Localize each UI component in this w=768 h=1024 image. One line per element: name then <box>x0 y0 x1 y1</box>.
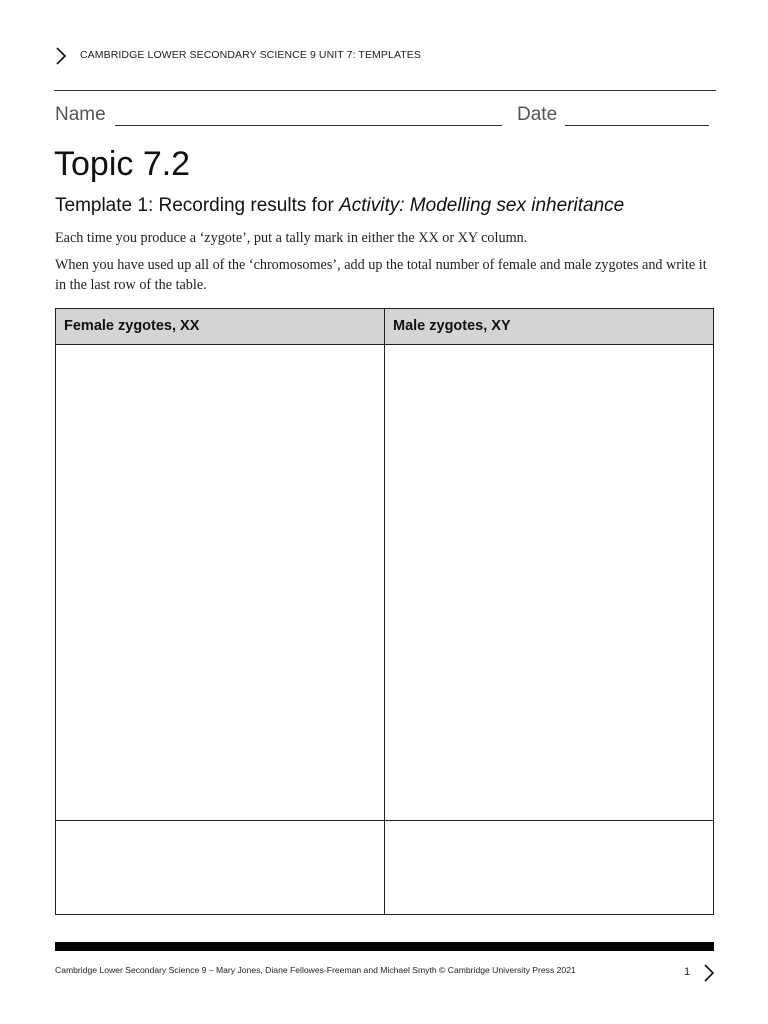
column-header-female: Female zygotes, XX <box>56 309 385 345</box>
running-title: CAMBRIDGE LOWER SECONDARY SCIENCE 9 UNIT 7: TEMPLATES <box>80 49 421 61</box>
footer-credit: Cambridge Lower Secondary Science 9 – Mary Jones, Diane Fellowes-Freeman and Michael Smyth © Cambridge University Press 2021 <box>55 965 576 975</box>
male-total-cell[interactable] <box>385 821 713 914</box>
column-header-male: Male zygotes, XY <box>385 309 713 345</box>
chevron-right-icon <box>54 46 68 66</box>
name-label: Name <box>55 104 106 125</box>
template-heading <box>55 195 624 217</box>
date-label: Date <box>517 104 558 125</box>
chevron-right-icon[interactable] <box>702 963 716 983</box>
results-table <box>55 308 714 915</box>
instruction-tally: Each time you produce a ‘zygote’, put a tally mark in either the XX or XY column. <box>55 230 528 246</box>
header-divider <box>54 90 716 91</box>
female-tally-cell[interactable] <box>56 345 385 821</box>
footer-bar <box>55 942 714 951</box>
topic-title: Topic 7.2 <box>54 145 191 183</box>
template-heading-prefix: Template 1: Recording results for <box>55 195 340 216</box>
female-total-cell[interactable] <box>56 821 385 914</box>
instruction-total: When you have used up all of the ‘chromosomes’, add up the total number of female and male zygotes and write it in the last row of the table. <box>55 257 707 293</box>
template-activity-name: Activity: Modelling sex inheritance <box>339 195 625 216</box>
page-number: 1 <box>684 966 691 978</box>
name-write-line[interactable] <box>115 125 502 126</box>
male-tally-cell[interactable] <box>385 345 713 821</box>
name-date-row <box>55 104 715 132</box>
date-write-line[interactable] <box>565 125 709 126</box>
